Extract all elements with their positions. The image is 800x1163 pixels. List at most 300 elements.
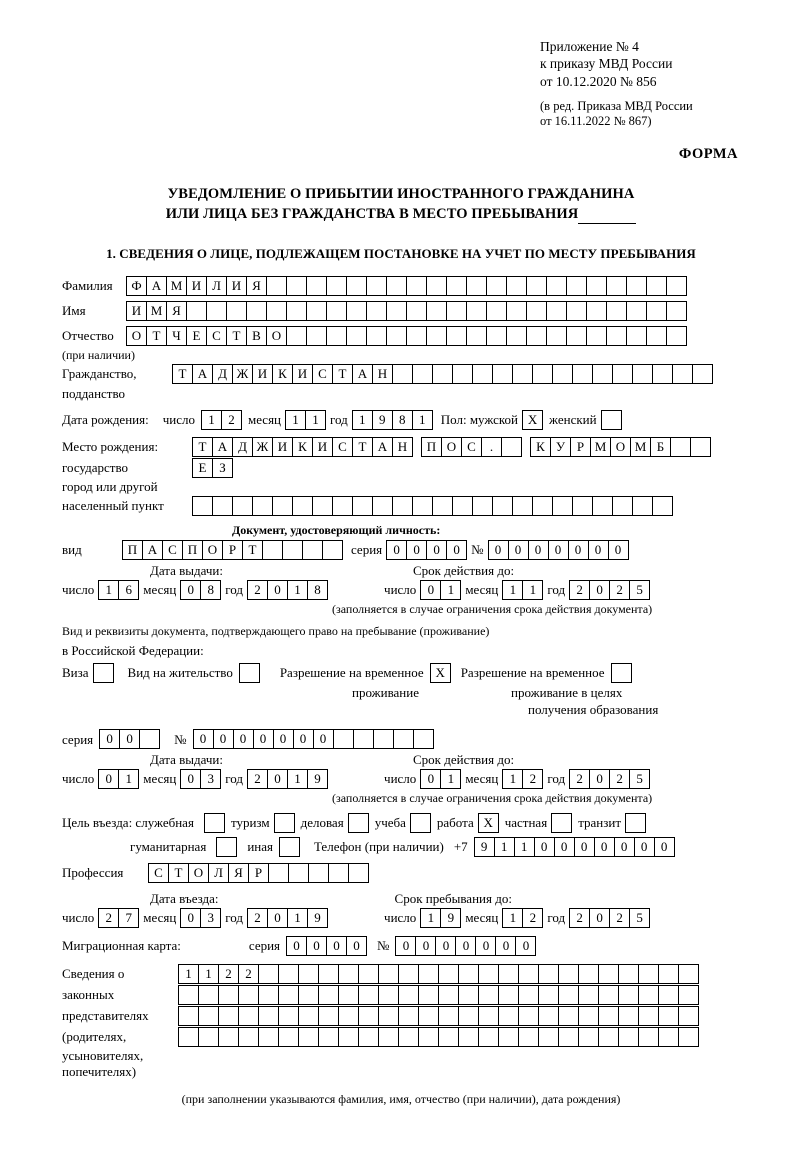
- form-cell[interactable]: 0: [406, 540, 427, 560]
- form-cell[interactable]: [572, 496, 593, 516]
- form-cell[interactable]: А: [192, 364, 213, 384]
- form-cell[interactable]: 0: [568, 540, 589, 560]
- form-cell[interactable]: [212, 496, 233, 516]
- form-cell[interactable]: 8: [307, 580, 328, 600]
- form-cell[interactable]: [666, 276, 687, 296]
- form-cell[interactable]: М: [146, 301, 167, 321]
- form-cell[interactable]: Ф: [126, 276, 147, 296]
- form-cell[interactable]: [458, 985, 479, 1005]
- form-cell[interactable]: 0: [588, 540, 609, 560]
- form-cell[interactable]: [192, 496, 213, 516]
- form-cell[interactable]: Т: [332, 364, 353, 384]
- citizenship-cells[interactable]: [172, 364, 713, 384]
- form-cell[interactable]: 2: [247, 580, 268, 600]
- form-cell[interactable]: [258, 985, 279, 1005]
- form-cell[interactable]: В: [246, 326, 267, 346]
- form-cell[interactable]: [226, 301, 247, 321]
- form-cell[interactable]: 0: [435, 936, 456, 956]
- form-cell[interactable]: Т: [192, 437, 213, 457]
- form-cell[interactable]: [472, 364, 493, 384]
- form-cell[interactable]: Л: [206, 276, 227, 296]
- form-cell[interactable]: С: [332, 437, 353, 457]
- purpose-work-checkbox[interactable]: X: [478, 813, 499, 833]
- form-cell[interactable]: [652, 496, 673, 516]
- form-cell[interactable]: И: [312, 437, 333, 457]
- purpose-other-checkbox[interactable]: [279, 837, 300, 857]
- permit-valid-month-cells[interactable]: [502, 769, 543, 789]
- form-cell[interactable]: [618, 1027, 639, 1047]
- form-cell[interactable]: М: [166, 276, 187, 296]
- form-cell[interactable]: 1: [352, 410, 373, 430]
- form-cell[interactable]: 0: [548, 540, 569, 560]
- form-cell[interactable]: 1: [494, 837, 515, 857]
- stay-year-cells[interactable]: [569, 908, 650, 928]
- form-cell[interactable]: О: [126, 326, 147, 346]
- form-cell[interactable]: [426, 301, 447, 321]
- form-cell[interactable]: М: [630, 437, 651, 457]
- form-cell[interactable]: 1: [514, 837, 535, 857]
- form-cell[interactable]: [338, 964, 359, 984]
- form-cell[interactable]: 2: [247, 769, 268, 789]
- form-cell[interactable]: [592, 496, 613, 516]
- form-cell[interactable]: [302, 540, 323, 560]
- form-cell[interactable]: 1: [178, 964, 199, 984]
- form-cell[interactable]: [286, 276, 307, 296]
- form-cell[interactable]: [606, 326, 627, 346]
- form-cell[interactable]: 2: [609, 580, 630, 600]
- form-cell[interactable]: [258, 1006, 279, 1026]
- stay-month-cells[interactable]: [502, 908, 543, 928]
- form-cell[interactable]: [378, 1006, 399, 1026]
- form-cell[interactable]: [566, 276, 587, 296]
- form-cell[interactable]: 3: [200, 908, 221, 928]
- form-cell[interactable]: [318, 964, 339, 984]
- form-cell[interactable]: 2: [569, 769, 590, 789]
- form-cell[interactable]: 2: [98, 908, 119, 928]
- form-cell[interactable]: [298, 1006, 319, 1026]
- form-cell[interactable]: 0: [415, 936, 436, 956]
- form-cell[interactable]: 0: [326, 936, 347, 956]
- form-cell[interactable]: [558, 964, 579, 984]
- form-cell[interactable]: Я: [228, 863, 249, 883]
- form-cell[interactable]: [586, 326, 607, 346]
- form-cell[interactable]: [298, 964, 319, 984]
- form-cell[interactable]: [438, 1027, 459, 1047]
- form-cell[interactable]: 0: [213, 729, 234, 749]
- form-cell[interactable]: 0: [306, 936, 327, 956]
- form-cell[interactable]: 9: [307, 908, 328, 928]
- form-cell[interactable]: [438, 985, 459, 1005]
- form-cell[interactable]: [318, 1027, 339, 1047]
- form-cell[interactable]: [506, 301, 527, 321]
- form-cell[interactable]: [398, 1006, 419, 1026]
- form-cell[interactable]: С: [162, 540, 183, 560]
- form-cell[interactable]: Т: [146, 326, 167, 346]
- form-cell[interactable]: [206, 301, 227, 321]
- form-cell[interactable]: [512, 364, 533, 384]
- form-cell[interactable]: 0: [293, 729, 314, 749]
- doc-valid-day-cells[interactable]: [420, 580, 461, 600]
- entry-day-cells[interactable]: [98, 908, 139, 928]
- form-cell[interactable]: 9: [307, 769, 328, 789]
- stay-day-cells[interactable]: [420, 908, 461, 928]
- form-cell[interactable]: 7: [118, 908, 139, 928]
- form-cell[interactable]: [398, 1027, 419, 1047]
- form-cell[interactable]: [546, 276, 567, 296]
- form-cell[interactable]: [338, 1006, 359, 1026]
- form-cell[interactable]: 0: [589, 580, 610, 600]
- form-cell[interactable]: [292, 496, 313, 516]
- permit-issue-year-cells[interactable]: [247, 769, 328, 789]
- birth-day-cells[interactable]: [201, 410, 242, 430]
- form-cell[interactable]: [506, 276, 527, 296]
- form-cell[interactable]: 2: [569, 908, 590, 928]
- form-cell[interactable]: 1: [198, 964, 219, 984]
- form-cell[interactable]: 1: [522, 580, 543, 600]
- temp-residence-checkbox[interactable]: X: [430, 663, 451, 683]
- birth-month-cells[interactable]: [285, 410, 326, 430]
- form-cell[interactable]: [492, 496, 513, 516]
- birth-place-city-cells-a[interactable]: [421, 437, 522, 457]
- form-cell[interactable]: С: [461, 437, 482, 457]
- form-cell[interactable]: [366, 326, 387, 346]
- form-cell[interactable]: Е: [192, 458, 213, 478]
- form-cell[interactable]: [632, 496, 653, 516]
- form-cell[interactable]: [532, 496, 553, 516]
- form-cell[interactable]: А: [352, 364, 373, 384]
- form-cell[interactable]: У: [550, 437, 571, 457]
- form-cell[interactable]: [266, 301, 287, 321]
- form-cell[interactable]: [578, 985, 599, 1005]
- form-cell[interactable]: [372, 496, 393, 516]
- form-cell[interactable]: Т: [242, 540, 263, 560]
- form-cell[interactable]: [306, 301, 327, 321]
- form-cell[interactable]: 0: [654, 837, 675, 857]
- form-cell[interactable]: [478, 985, 499, 1005]
- purpose-business-checkbox[interactable]: [348, 813, 369, 833]
- form-cell[interactable]: [298, 985, 319, 1005]
- form-cell[interactable]: 0: [528, 540, 549, 560]
- doc-number-cells[interactable]: [488, 540, 629, 560]
- form-cell[interactable]: [418, 1006, 439, 1026]
- form-cell[interactable]: И: [272, 437, 293, 457]
- form-cell[interactable]: [346, 326, 367, 346]
- form-cell[interactable]: [538, 985, 559, 1005]
- form-cell[interactable]: [658, 985, 679, 1005]
- form-cell[interactable]: 1: [201, 410, 222, 430]
- form-cell[interactable]: [218, 1006, 239, 1026]
- form-cell[interactable]: [518, 964, 539, 984]
- form-cell[interactable]: [268, 863, 289, 883]
- form-cell[interactable]: [498, 985, 519, 1005]
- form-cell[interactable]: 0: [346, 936, 367, 956]
- form-cell[interactable]: 0: [534, 837, 555, 857]
- form-cell[interactable]: [586, 301, 607, 321]
- form-cell[interactable]: [346, 301, 367, 321]
- doc-issue-month-cells[interactable]: [180, 580, 221, 600]
- form-cell[interactable]: [566, 301, 587, 321]
- form-cell[interactable]: [678, 1027, 699, 1047]
- form-cell[interactable]: 1: [305, 410, 326, 430]
- form-cell[interactable]: [618, 985, 639, 1005]
- surname-cells[interactable]: [126, 276, 687, 296]
- form-cell[interactable]: И: [186, 276, 207, 296]
- birth-place-city-cells-b[interactable]: [530, 437, 711, 457]
- form-cell[interactable]: 0: [608, 540, 629, 560]
- form-cell[interactable]: [658, 964, 679, 984]
- form-cell[interactable]: Т: [172, 364, 193, 384]
- sex-female-checkbox[interactable]: [601, 410, 622, 430]
- form-cell[interactable]: [518, 1006, 539, 1026]
- form-cell[interactable]: 0: [233, 729, 254, 749]
- doc-valid-month-cells[interactable]: [502, 580, 543, 600]
- form-cell[interactable]: 9: [372, 410, 393, 430]
- form-cell[interactable]: О: [266, 326, 287, 346]
- form-cell[interactable]: 0: [180, 908, 201, 928]
- form-cell[interactable]: 0: [267, 908, 288, 928]
- form-cell[interactable]: 1: [440, 580, 461, 600]
- form-cell[interactable]: П: [122, 540, 143, 560]
- birth-place-empty-cells[interactable]: [192, 496, 673, 516]
- birth-year-cells[interactable]: [352, 410, 433, 430]
- form-cell[interactable]: [646, 326, 667, 346]
- birth-place-city-row2-cells[interactable]: [192, 458, 233, 478]
- form-cell[interactable]: [332, 496, 353, 516]
- form-cell[interactable]: 1: [287, 580, 308, 600]
- form-cell[interactable]: А: [372, 437, 393, 457]
- form-cell[interactable]: [466, 276, 487, 296]
- form-cell[interactable]: [398, 985, 419, 1005]
- form-cell[interactable]: [312, 496, 333, 516]
- form-cell[interactable]: [538, 964, 559, 984]
- form-cell[interactable]: 6: [118, 580, 139, 600]
- form-cell[interactable]: С: [312, 364, 333, 384]
- form-cell[interactable]: К: [272, 364, 293, 384]
- birth-place-country-cells[interactable]: [192, 437, 413, 457]
- form-cell[interactable]: 0: [515, 936, 536, 956]
- form-cell[interactable]: 2: [247, 908, 268, 928]
- form-cell[interactable]: 0: [634, 837, 655, 857]
- form-cell[interactable]: [432, 364, 453, 384]
- form-cell[interactable]: [426, 276, 447, 296]
- form-cell[interactable]: [452, 496, 473, 516]
- form-cell[interactable]: Н: [392, 437, 413, 457]
- legal-rep-row3-cells[interactable]: [178, 1006, 699, 1026]
- form-cell[interactable]: [298, 1027, 319, 1047]
- form-cell[interactable]: [178, 1006, 199, 1026]
- form-cell[interactable]: [218, 985, 239, 1005]
- form-cell[interactable]: [318, 1006, 339, 1026]
- form-cell[interactable]: А: [146, 276, 167, 296]
- form-cell[interactable]: 2: [569, 580, 590, 600]
- form-cell[interactable]: Я: [246, 276, 267, 296]
- form-cell[interactable]: [198, 1027, 219, 1047]
- form-cell[interactable]: [638, 1027, 659, 1047]
- form-cell[interactable]: [353, 729, 374, 749]
- form-cell[interactable]: [612, 364, 633, 384]
- form-cell[interactable]: [366, 276, 387, 296]
- doc-issue-day-cells[interactable]: [98, 580, 139, 600]
- permit-number-cells[interactable]: [193, 729, 434, 749]
- form-cell[interactable]: [432, 496, 453, 516]
- form-cell[interactable]: 2: [238, 964, 259, 984]
- doc-series-cells[interactable]: [386, 540, 467, 560]
- form-cell[interactable]: [586, 276, 607, 296]
- form-cell[interactable]: Б: [650, 437, 671, 457]
- form-cell[interactable]: 1: [502, 580, 523, 600]
- form-cell[interactable]: [326, 301, 347, 321]
- form-cell[interactable]: 0: [589, 769, 610, 789]
- form-cell[interactable]: [326, 276, 347, 296]
- form-cell[interactable]: [501, 437, 522, 457]
- form-cell[interactable]: И: [126, 301, 147, 321]
- form-cell[interactable]: [333, 729, 354, 749]
- mig-series-cells[interactable]: [286, 936, 367, 956]
- form-cell[interactable]: [186, 301, 207, 321]
- form-cell[interactable]: 0: [420, 580, 441, 600]
- form-cell[interactable]: [626, 326, 647, 346]
- form-cell[interactable]: [282, 540, 303, 560]
- form-cell[interactable]: [466, 326, 487, 346]
- form-cell[interactable]: 0: [589, 908, 610, 928]
- doc-valid-year-cells[interactable]: [569, 580, 650, 600]
- form-cell[interactable]: С: [206, 326, 227, 346]
- form-cell[interactable]: [558, 1027, 579, 1047]
- form-cell[interactable]: 0: [386, 540, 407, 560]
- form-cell[interactable]: 0: [594, 837, 615, 857]
- phone-cells[interactable]: [474, 837, 675, 857]
- form-cell[interactable]: [358, 985, 379, 1005]
- form-cell[interactable]: [393, 729, 414, 749]
- form-cell[interactable]: [458, 964, 479, 984]
- form-cell[interactable]: Ж: [232, 364, 253, 384]
- form-cell[interactable]: [506, 326, 527, 346]
- form-cell[interactable]: [598, 1006, 619, 1026]
- form-cell[interactable]: [592, 364, 613, 384]
- form-cell[interactable]: Я: [166, 301, 187, 321]
- form-cell[interactable]: [308, 863, 329, 883]
- form-cell[interactable]: [426, 326, 447, 346]
- name-cells[interactable]: [126, 301, 687, 321]
- form-cell[interactable]: П: [421, 437, 442, 457]
- form-cell[interactable]: 0: [488, 540, 509, 560]
- permit-valid-day-cells[interactable]: [420, 769, 461, 789]
- form-cell[interactable]: 1: [98, 580, 119, 600]
- form-cell[interactable]: 0: [180, 580, 201, 600]
- form-cell[interactable]: 2: [221, 410, 242, 430]
- form-cell[interactable]: Ч: [166, 326, 187, 346]
- form-cell[interactable]: [652, 364, 673, 384]
- form-cell[interactable]: [348, 863, 369, 883]
- permit-issue-day-cells[interactable]: [98, 769, 139, 789]
- form-cell[interactable]: 3: [200, 769, 221, 789]
- purpose-private-checkbox[interactable]: [551, 813, 572, 833]
- form-cell[interactable]: 0: [267, 580, 288, 600]
- form-cell[interactable]: [638, 985, 659, 1005]
- form-cell[interactable]: [606, 276, 627, 296]
- form-cell[interactable]: П: [182, 540, 203, 560]
- edu-residence-checkbox[interactable]: [611, 663, 632, 683]
- form-cell[interactable]: 0: [574, 837, 595, 857]
- form-cell[interactable]: 1: [502, 908, 523, 928]
- form-cell[interactable]: [386, 301, 407, 321]
- form-cell[interactable]: 0: [98, 769, 119, 789]
- form-cell[interactable]: [692, 364, 713, 384]
- form-cell[interactable]: [318, 985, 339, 1005]
- form-cell[interactable]: [658, 1006, 679, 1026]
- form-cell[interactable]: [526, 326, 547, 346]
- form-cell[interactable]: [678, 1006, 699, 1026]
- form-cell[interactable]: [358, 1027, 379, 1047]
- legal-rep-row2-cells[interactable]: [178, 985, 699, 1005]
- form-cell[interactable]: [366, 301, 387, 321]
- form-cell[interactable]: [690, 437, 711, 457]
- form-cell[interactable]: [198, 985, 219, 1005]
- form-cell[interactable]: Т: [226, 326, 247, 346]
- form-cell[interactable]: [618, 964, 639, 984]
- form-cell[interactable]: [412, 364, 433, 384]
- form-cell[interactable]: [546, 326, 567, 346]
- form-cell[interactable]: [666, 326, 687, 346]
- form-cell[interactable]: 0: [267, 769, 288, 789]
- form-cell[interactable]: [486, 326, 507, 346]
- form-cell[interactable]: О: [188, 863, 209, 883]
- form-cell[interactable]: [358, 1006, 379, 1026]
- form-cell[interactable]: 9: [440, 908, 461, 928]
- form-cell[interactable]: [288, 863, 309, 883]
- form-cell[interactable]: [392, 364, 413, 384]
- form-cell[interactable]: [278, 985, 299, 1005]
- form-cell[interactable]: К: [530, 437, 551, 457]
- form-cell[interactable]: [618, 1006, 639, 1026]
- form-cell[interactable]: 0: [273, 729, 294, 749]
- form-cell[interactable]: 0: [286, 936, 307, 956]
- purpose-official-checkbox[interactable]: [204, 813, 225, 833]
- form-cell[interactable]: Р: [222, 540, 243, 560]
- form-cell[interactable]: [373, 729, 394, 749]
- form-cell[interactable]: [306, 326, 327, 346]
- form-cell[interactable]: И: [226, 276, 247, 296]
- form-cell[interactable]: Р: [248, 863, 269, 883]
- form-cell[interactable]: [626, 301, 647, 321]
- form-cell[interactable]: [328, 863, 349, 883]
- form-cell[interactable]: Т: [168, 863, 189, 883]
- form-cell[interactable]: [378, 964, 399, 984]
- form-cell[interactable]: [546, 301, 567, 321]
- residence-checkbox[interactable]: [239, 663, 260, 683]
- form-cell[interactable]: 1: [440, 769, 461, 789]
- form-cell[interactable]: [418, 985, 439, 1005]
- form-cell[interactable]: [606, 301, 627, 321]
- form-cell[interactable]: [632, 364, 653, 384]
- form-cell[interactable]: [478, 1027, 499, 1047]
- form-cell[interactable]: Д: [232, 437, 253, 457]
- form-cell[interactable]: 2: [218, 964, 239, 984]
- form-cell[interactable]: [286, 326, 307, 346]
- sex-male-checkbox[interactable]: X: [522, 410, 543, 430]
- form-cell[interactable]: .: [481, 437, 502, 457]
- form-cell[interactable]: [238, 985, 259, 1005]
- form-cell[interactable]: 5: [629, 580, 650, 600]
- form-cell[interactable]: [646, 276, 667, 296]
- form-cell[interactable]: [578, 964, 599, 984]
- form-cell[interactable]: [198, 1006, 219, 1026]
- form-cell[interactable]: [246, 301, 267, 321]
- form-cell[interactable]: [638, 1006, 659, 1026]
- form-cell[interactable]: [672, 364, 693, 384]
- form-cell[interactable]: [678, 985, 699, 1005]
- doc-issue-year-cells[interactable]: [247, 580, 328, 600]
